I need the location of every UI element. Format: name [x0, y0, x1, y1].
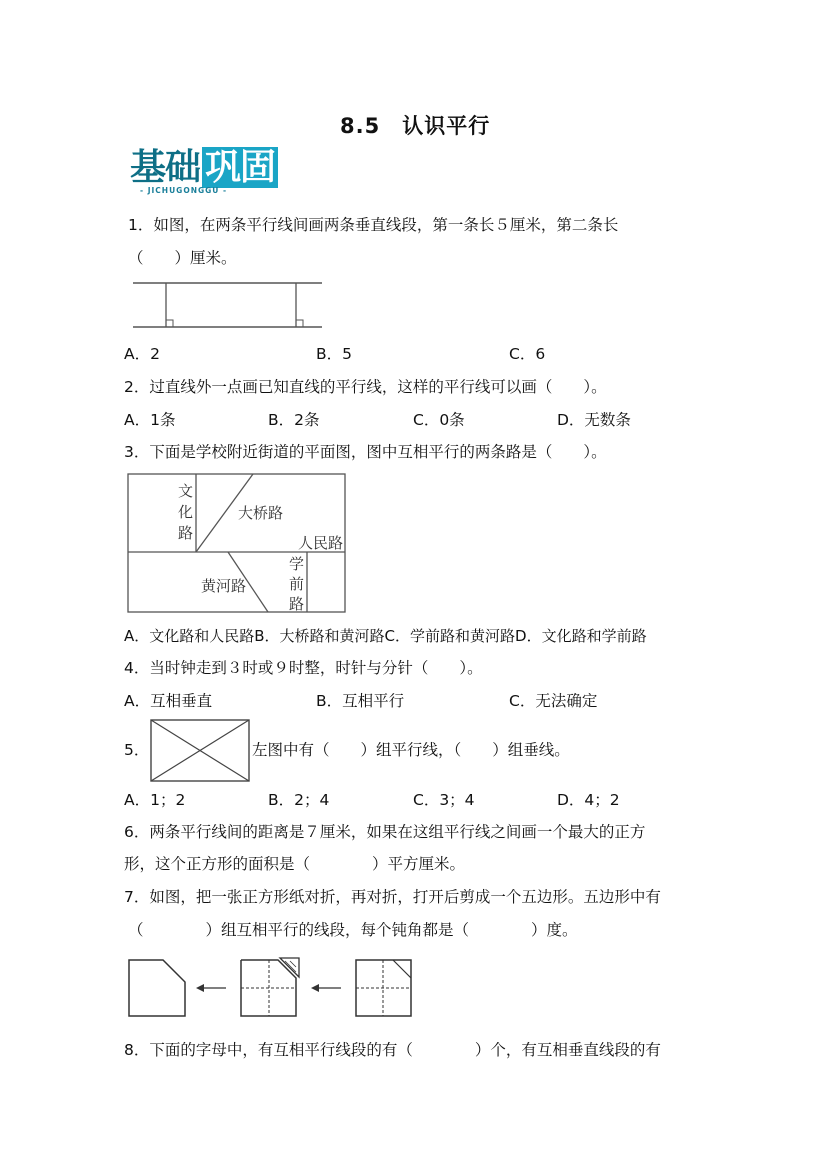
q3-label-huanghe: 黄河路 [201, 577, 247, 595]
q5-option-c: C．3；4 [413, 791, 475, 809]
q5-option-a: A．1；2 [124, 791, 186, 809]
q1-option-c: C．6 [509, 345, 546, 363]
logo-text: 基础 巩固 [130, 150, 280, 186]
q6-text-line1: 6．两条平行线间的距离是７厘米，如果在这组平行线之间画一个最大的正方 [124, 823, 646, 841]
q5-number: 5． [124, 741, 150, 759]
q8-text-line1: 8．下面的字母中，有互相平行线段的有（ ）个，有互相垂直线段的有 [124, 1041, 661, 1059]
q3-label-wenhua-2: 化 [178, 503, 194, 521]
q2-option-a: A．1条 [124, 411, 176, 429]
q7-pentagon [129, 960, 185, 1016]
page-title: 8.5 认识平行 [340, 114, 491, 138]
logo-subtitle: - JICHUGONGGU - [140, 186, 228, 195]
q3-label-xueqian-1: 学 [289, 555, 305, 573]
q5-option-d: D．4；2 [557, 791, 620, 809]
q7-cut-corner-hatch-1 [285, 961, 296, 972]
q2-option-b: B．2条 [268, 411, 320, 429]
q7-text-line1: 7．如图，把一张正方形纸对折，再对折，打开后剪成一个五边形。五边形中有 [124, 888, 661, 906]
q4-option-c: C．无法确定 [509, 692, 598, 710]
q2-text: 2．过直线外一点画已知直线的平行线，这样的平行线可以画（ ）。 [124, 378, 607, 396]
q2-option-c: C．0条 [413, 411, 465, 429]
q2-option-d: D．无数条 [557, 411, 631, 429]
q1-option-b: B．5 [316, 345, 352, 363]
q7-cut-corner-hatch-2 [290, 961, 296, 967]
q1-text-line1: 1．如图，在两条平行线间画两条垂直线段，第一条长５厘米，第二条长 [128, 216, 619, 234]
q3-text: 3．下面是学校附近街道的平面图，图中互相平行的两条路是（ ）。 [124, 443, 607, 461]
q3-label-wenhua-1: 文 [178, 482, 194, 500]
q5-option-b: B．2；4 [268, 791, 330, 809]
q7-cut-guide-line [393, 960, 411, 978]
q7-arrow-head-1 [196, 984, 204, 992]
q3-label-xueqian-3: 路 [289, 595, 305, 613]
q3-label-renmin: 人民路 [298, 534, 344, 552]
q3-label-wenhua-3: 路 [178, 524, 194, 542]
q7-cut-corner [280, 958, 299, 977]
q3-label-xueqian-2: 前 [289, 575, 305, 593]
q7-text-line2: （ ）组互相平行的线段，每个钝角都是（ ）度。 [128, 921, 578, 939]
q5-text: 左图中有（ ）组平行线，（ ）组垂线。 [252, 741, 570, 759]
q4-option-a: A．互相垂直 [124, 692, 213, 710]
q7-arrow-head-2 [311, 984, 319, 992]
q4-option-b: B．互相平行 [316, 692, 405, 710]
q3-label-daqiao: 大桥路 [238, 504, 284, 522]
q1-option-a: A．2 [124, 345, 160, 363]
q3-options: A．文化路和人民路B．大桥路和黄河路C．学前路和黄河路D．文化路和学前路 [124, 627, 647, 645]
q1-text-line2: （ ）厘米。 [128, 249, 237, 267]
q4-text: 4．当时钟走到３时或９时整，时针与分针（ ）。 [124, 659, 483, 677]
q6-text-line2: 形，这个正方形的面积是（ ）平方厘米。 [124, 855, 466, 873]
